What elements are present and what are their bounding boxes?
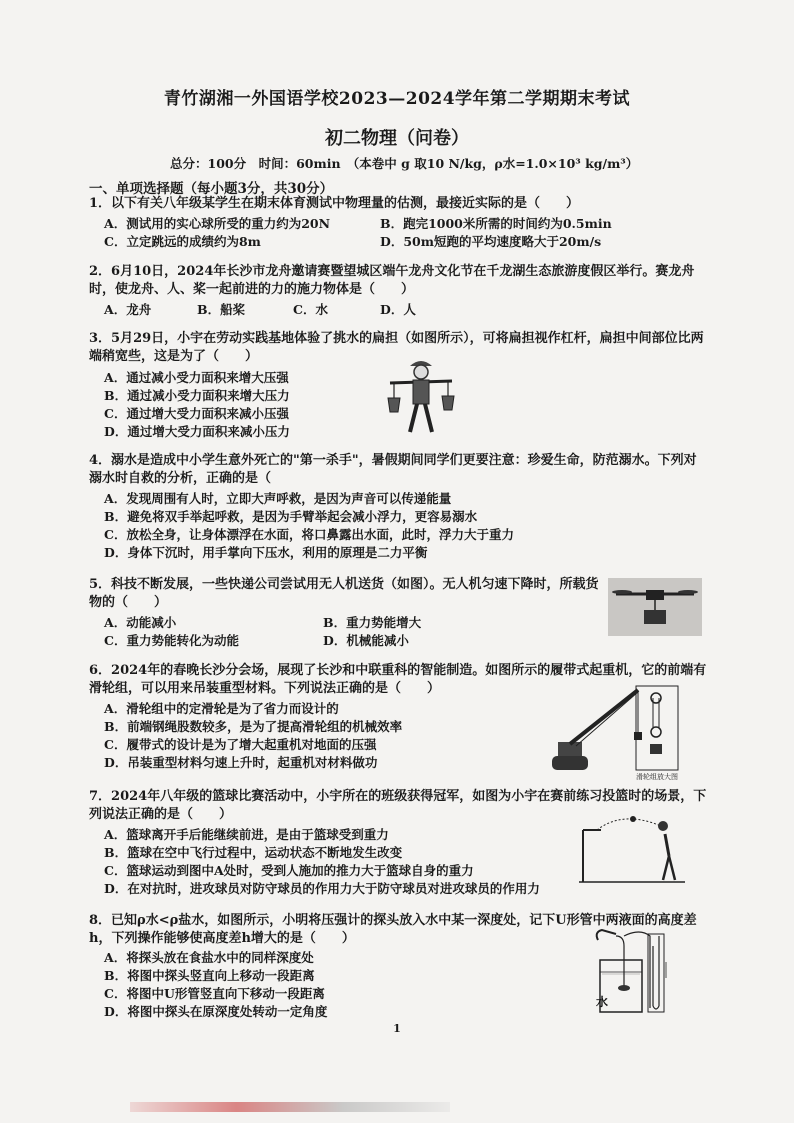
scan-smudge [130, 1102, 450, 1112]
exam-subtitle: 初二物理（问卷） [325, 128, 469, 149]
shoulder-pole-figure [386, 356, 456, 436]
option-d: D．在对抗时，进攻球员对防守球员的作用力大于防守球员对进攻球员的作用力 [104, 881, 540, 896]
option-c: C．将图中U形管竖直向下移动一段距离 [104, 986, 325, 1001]
option-a: A．通过减小受力面积来增大压强 [104, 370, 289, 385]
question-stem: 4．溺水是造成中小学生意外死亡的"第一杀手"，暑假期间同学们更要注意：珍爱生命，防范溺水。下列对溺水时自救的分析，正确的是（ [89, 453, 697, 486]
water-label: 水 [596, 995, 609, 1009]
option-b: B．避免将双手举起呼救，是因为手臂举起会减小浮力，更容易溺水 [104, 509, 478, 524]
question-2 [89, 263, 709, 299]
option-b: B．篮球在空中飞行过程中，运动状态不断地发生改变 [104, 845, 403, 860]
option-a: A．龙舟 [104, 302, 152, 317]
option-c: C．重力势能转化为动能 [104, 633, 239, 648]
option-b: B．通过减小受力面积来增大压力 [104, 388, 290, 403]
option-c: C．篮球运动到图中A处时，受到人施加的推力大于篮球自身的重力 [104, 863, 474, 878]
basketball-figure [577, 812, 687, 886]
question-stem: 1．以下有关八年级某学生在期末体育测试中物理量的估测，最接近实际的是（ ） [89, 196, 580, 211]
option-d: D．通过增大受力面积来减小压力 [104, 424, 290, 439]
option-c: C．水 [293, 302, 328, 317]
option-d: D．50m短跑的平均速度略大于20m/s [380, 234, 602, 249]
question-4 [89, 452, 709, 488]
question-stem: 6．2024年的春晚长沙分会场，展现了长沙和中联重科的智能制造。如图所示的履带式起重机，它的前端有滑轮组，可以用来吊装重型材料。下列说法正确的是（ ） [89, 663, 707, 696]
option-b: B．前端钢绳股数较多，是为了提高滑轮组的机械效率 [104, 719, 403, 734]
question-stem: 3．5月29日，小宇在劳动实践基地体验了挑水的扁担（如图所示），可将扁担视作杠杆，扁担中间部位比两端稍宽些，这是为了（ ） [89, 331, 704, 364]
section-heading: 一、单项选择题（每小题3分，共30分） [89, 181, 334, 197]
crane-figure [546, 682, 691, 782]
option-b: B．跑完1000米所需的时间约为0.5min [380, 216, 612, 231]
option-b: B．将图中探头竖直向上移动一段距离 [104, 968, 315, 983]
option-a: A．动能减小 [104, 615, 177, 630]
exam-title: 青竹湖湘一外国语学校2023—2024学年第二学期期末考试 [163, 89, 631, 109]
question-stem: 8．已知ρ水<ρ盐水，如图所示，小明将压强计的探头放入水中某一深度处，记下U形管中两液面的高度差h，下列操作能够使高度差h增大的是（ ） [89, 913, 697, 946]
exam-meta: 总分：100分 时间：60min （本卷中 g 取10 N/kg，ρ水=1.0×10³ kg/m³） [170, 156, 639, 171]
question-stem: 5．科技不断发展，一些快递公司尝试用无人机送货（如图）。无人机匀速下降时，所载货物的（ ） [89, 577, 599, 610]
option-a: A．滑轮组中的定滑轮是为了省力而设计的 [104, 701, 339, 716]
question-stem: 2．6月10日，2024年长沙市龙舟邀请赛暨望城区端午龙舟文化节在千龙湖生态旅游度假区举行。赛龙舟时，使龙舟、人、桨一起前进的力的施力物体是（ ） [89, 264, 695, 297]
option-d: D．机械能减小 [323, 633, 409, 648]
option-c: C．履带式的设计是为了增大起重机对地面的压强 [104, 737, 377, 752]
option-c: C．通过增大受力面积来减小压强 [104, 406, 289, 421]
pressure-gauge-figure [590, 926, 690, 1018]
crane-caption: 滑轮组放大图 [636, 773, 678, 781]
option-d: D．身体下沉时，用手掌向下压水，利用的原理是二力平衡 [104, 545, 428, 560]
option-b: B．船桨 [197, 302, 246, 317]
option-c: C．放松全身，让身体漂浮在水面，将口鼻露出水面，此时，浮力大于重力 [104, 527, 514, 542]
option-c: C．立定跳远的成绩约为8m [104, 234, 261, 249]
option-a: A．将探头放在食盐水中的同样深度处 [104, 950, 314, 965]
option-a: A．测试用的实心球所受的重力约为20N [104, 216, 331, 231]
option-b: B．重力势能增大 [323, 615, 422, 630]
page-number: 1 [393, 1022, 401, 1035]
question-5 [89, 576, 599, 612]
option-a: A．篮球离开手后能继续前进，是由于篮球受到重力 [104, 827, 389, 842]
question-stem: 7．2024年八年级的篮球比赛活动中，小宇所在的班级获得冠军，如图为小宇在赛前练习投篮时的场景，下列说法正确的是（ ） [89, 789, 707, 822]
option-d: D．将图中探头在原深度处转动一定角度 [104, 1004, 328, 1019]
question-1 [89, 195, 709, 213]
drone-figure [608, 578, 702, 636]
option-d: D．人 [380, 302, 416, 317]
option-d: D．吊装重型材料匀速上升时，起重机对材料做功 [104, 755, 378, 770]
option-a: A．发现周围有人时，立即大声呼救，是因为声音可以传递能量 [104, 491, 452, 506]
